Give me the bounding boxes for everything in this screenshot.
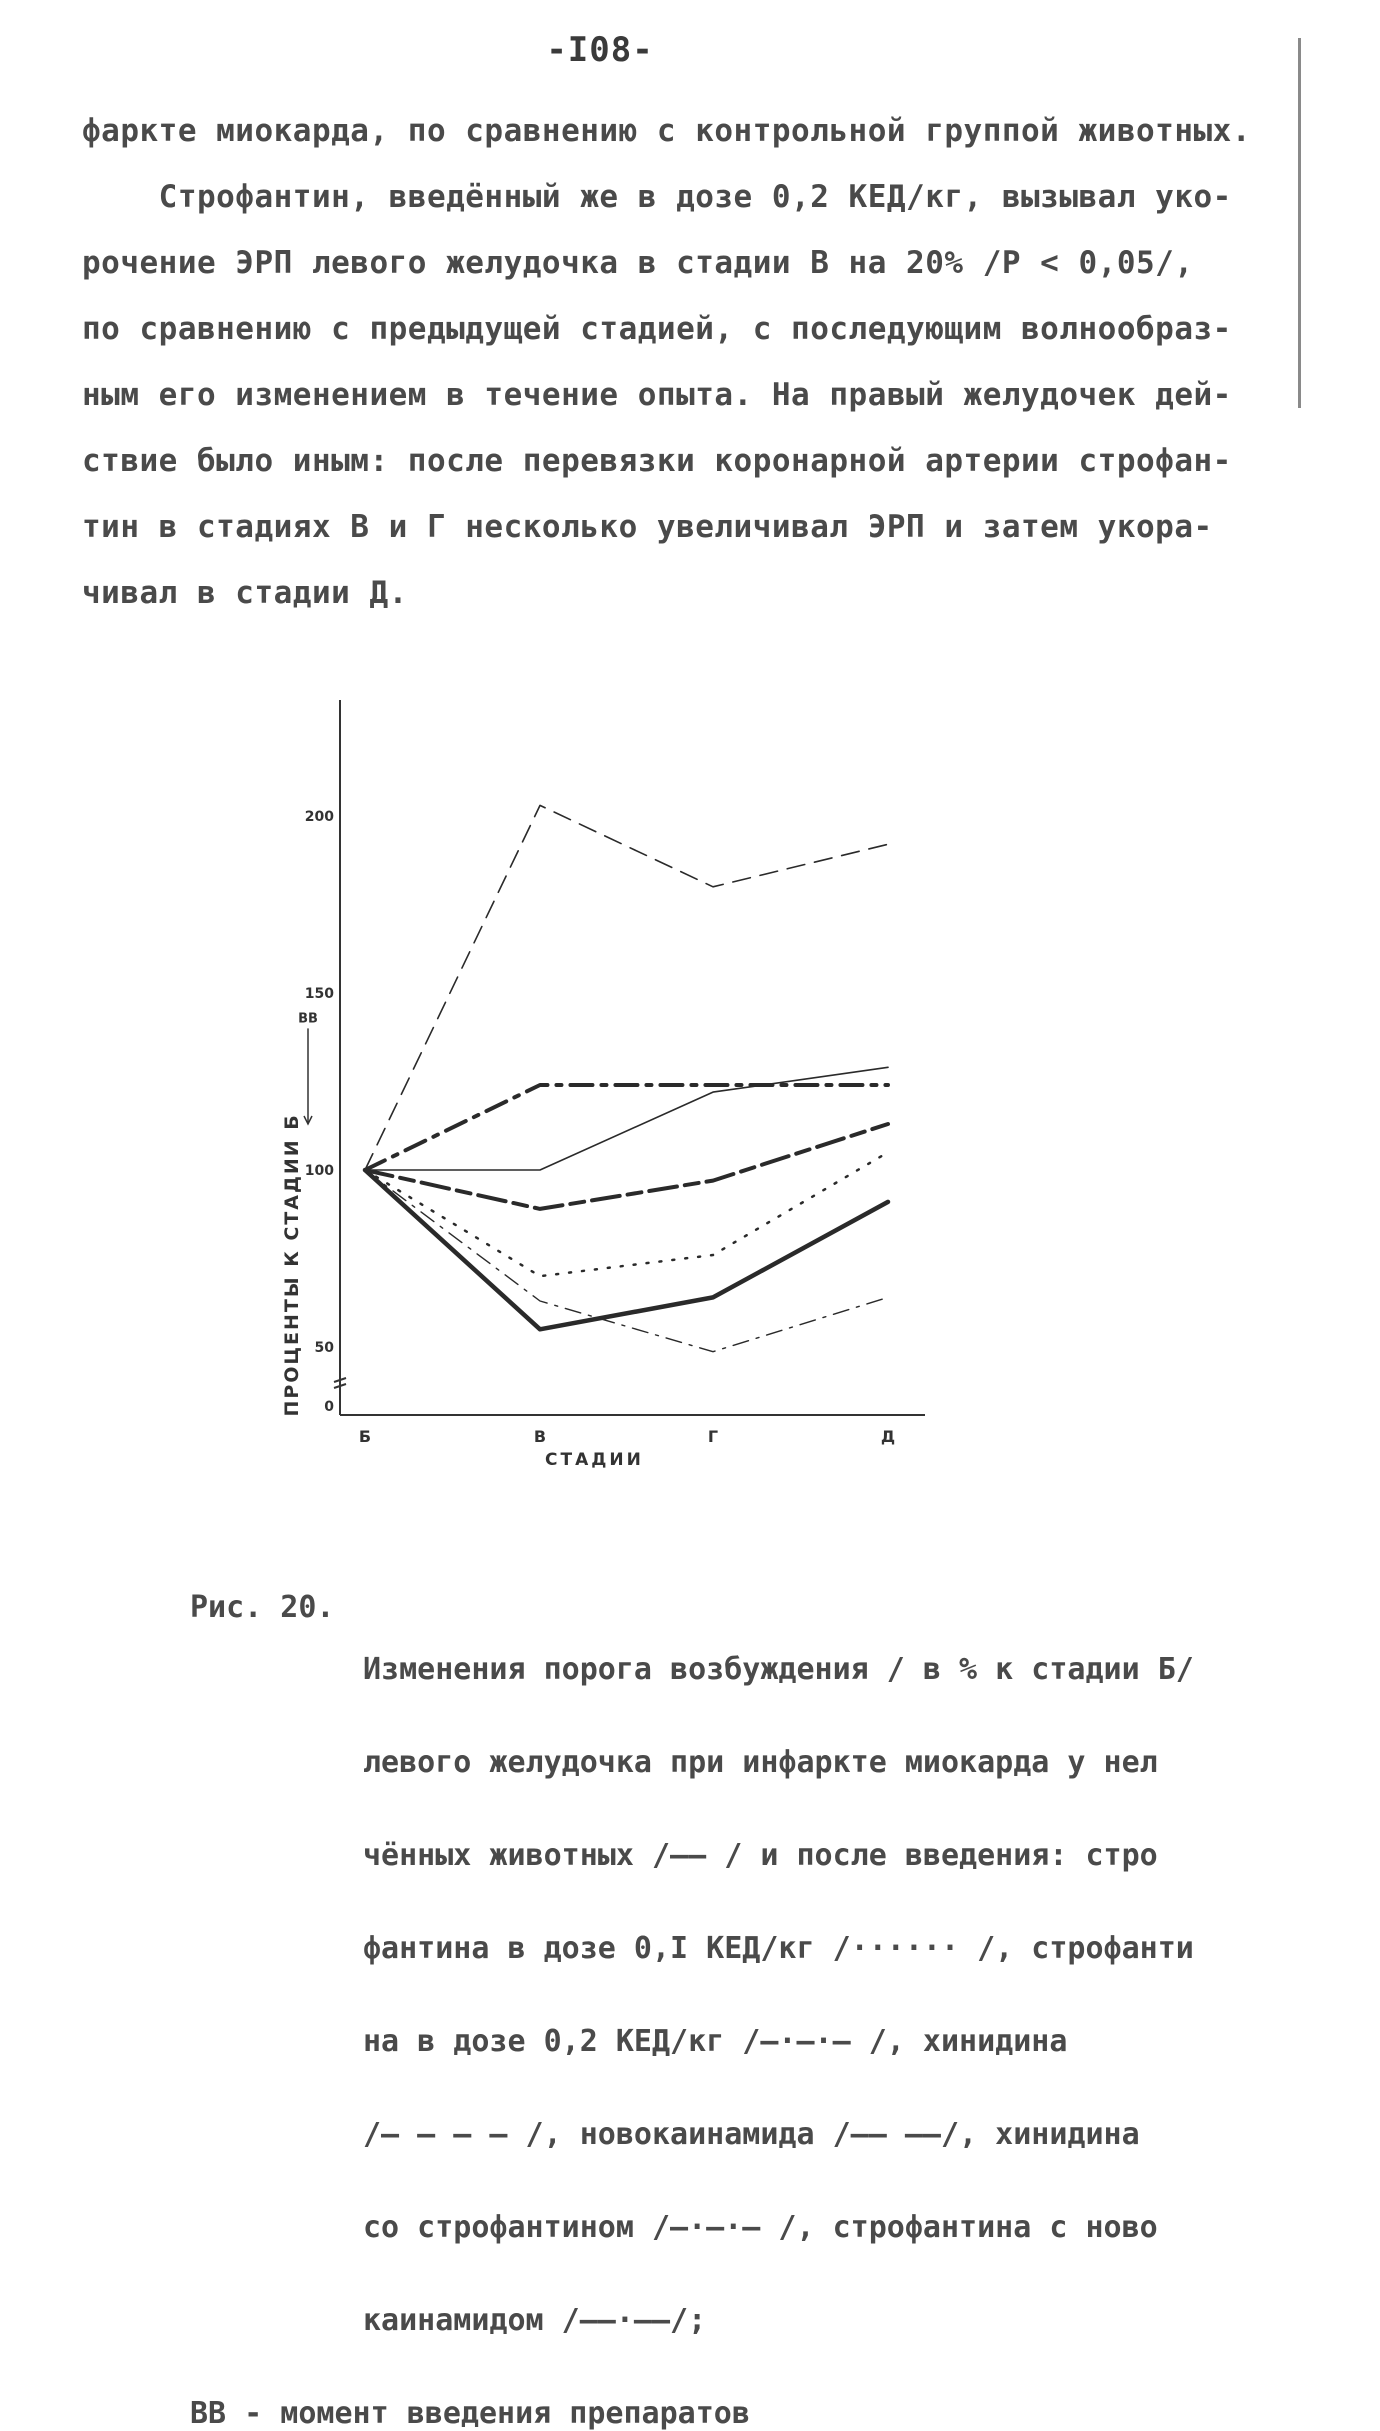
caption-line: /– – – – /, новокаинамида /—— ——/, хинидина bbox=[363, 2119, 1340, 2150]
body-line: чивал в стадии Д. bbox=[82, 560, 1302, 626]
series-line-6-solid-thin bbox=[365, 1067, 888, 1170]
caption-line: левого желудочка при инфаркте миокарда у нел bbox=[363, 1747, 1340, 1778]
injection-label: ВВ bbox=[298, 1011, 318, 1026]
x-tick-label: Б bbox=[359, 1427, 371, 1446]
y-tick-label: 100 bbox=[305, 1163, 334, 1179]
x-tick-label: В bbox=[534, 1427, 546, 1446]
series-line-5-dashdash-thick bbox=[365, 1124, 888, 1209]
figure-20 bbox=[270, 690, 950, 1490]
y-tick-label: 150 bbox=[305, 986, 334, 1002]
y-tick-label: 200 bbox=[305, 809, 334, 825]
series-line-4-dashed-thin bbox=[365, 805, 888, 1170]
threshold-chart bbox=[270, 690, 950, 1490]
y-tick-label: 0 bbox=[324, 1399, 334, 1415]
body-line: Строфантин, введённый же в дозе 0,2 КЕД/кг, вызывал уко- bbox=[82, 164, 1302, 230]
body-line: ным его изменением в течение опыта. На правый желудочек дей- bbox=[82, 362, 1302, 428]
body-line: по сравнению с предыдущей стадией, с последующим волнообраз- bbox=[82, 296, 1302, 362]
x-tick-label: Г bbox=[708, 1427, 718, 1446]
body-line: ствие было иным: после перевязки коронарной артерии строфан- bbox=[82, 428, 1302, 494]
caption-line: на в дозе 0,2 КЕД/кг /—·—·— /, хинидина bbox=[363, 2026, 1340, 2057]
y-tick-label: 50 bbox=[315, 1340, 335, 1356]
series-line-2-dotted bbox=[365, 1152, 888, 1276]
body-line: рочение ЭРП левого желудочка в стадии В на 20% /Р < 0,05/, bbox=[82, 230, 1302, 296]
caption-line: каинамидом /——·——/; bbox=[363, 2305, 1340, 2336]
body-line: тин в стадиях В и Г несколько увеличивал ЭРП и затем укора- bbox=[82, 494, 1302, 560]
x-axis-title: СТАДИИ bbox=[545, 1450, 644, 1470]
series-line-7-dashdot-thin bbox=[365, 1170, 888, 1352]
y-axis-title: ПРОЦЕНТЫ К СТАДИИ Б bbox=[281, 1113, 303, 1416]
x-tick-label: Д bbox=[881, 1427, 895, 1446]
caption-line: чённых животных /—— / и после введения: стро bbox=[363, 1840, 1340, 1871]
series-line-3-dashdot-thick bbox=[365, 1085, 888, 1170]
caption-note: ВВ - момент введения препаратов bbox=[190, 2398, 1340, 2429]
caption-label: Рис. 20. bbox=[190, 1592, 363, 2398]
body-text bbox=[82, 98, 1302, 626]
caption-line: Изменения порога возбуждения / в % к стадии Б/ bbox=[363, 1654, 1340, 1685]
caption-line: со строфантином /—·—·— /, строфантина с ново bbox=[363, 2212, 1340, 2243]
page-number: -I08- bbox=[0, 30, 1200, 70]
figure-caption bbox=[190, 1592, 1340, 2429]
caption-line: фантина в дозе 0,I КЕД/кг /······ /, строфанти bbox=[363, 1933, 1340, 1964]
body-line: фаркте миокарда, по сравнению с контрольной группой животных. bbox=[82, 98, 1302, 164]
